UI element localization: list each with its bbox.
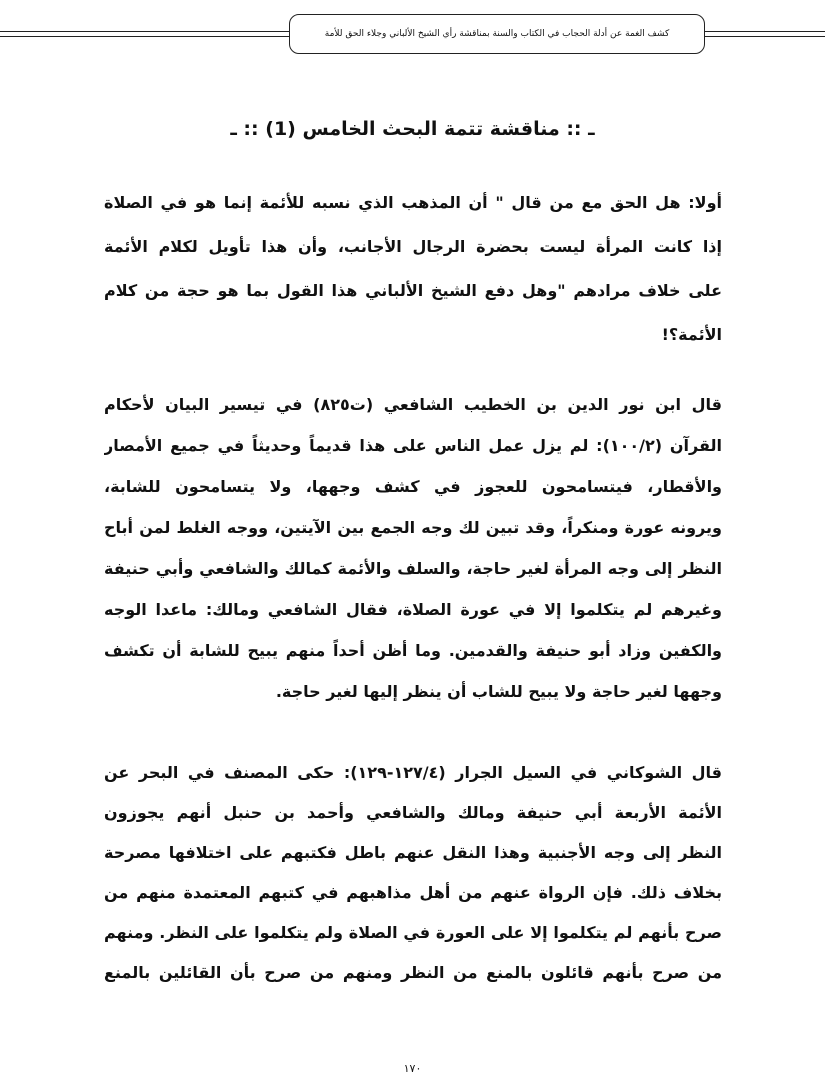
paragraph-line: أولا: هل الحق مع من قال " أن المذهب الذي نسبه للأئمة إنما هو في الصلاة	[104, 193, 722, 212]
paragraph-line: قال الشوكاني في السيل الجرار (١٢٧/٤-١٢٩): حكى المصنف في البحر عن	[104, 763, 722, 782]
paragraph-line: ويرونه عورة ومنكراً، وقد تبين لك وجه الجمع بين الآيتين، ووجه الغلط لمن أباح	[104, 518, 722, 537]
running-header	[289, 14, 705, 54]
running-header-title: كشف الغمة عن أدلة الحجاب في الكتاب والسنة بمناقشة رأي الشيخ الألباني وجلاء الحق للأمة	[324, 29, 670, 39]
page-number: ١٧٠	[403, 1062, 422, 1075]
paragraph-line: وجهها لغير حاجة ولا يبيح للشاب أن ينظر إليها لغير حاجة.	[275, 682, 722, 701]
paragraph-line: والكفين وزاد أبو حنيفة والقدمين. وما أظن أحداً منهم يبيح للشابة أن تكشف	[104, 641, 722, 660]
paragraph-line: النظر إلى وجه الأجنبية وهذا النقل عنهم باطل فكتبهم على اختلافها مصرحة	[104, 843, 722, 862]
section-title: ـ :: مناقشة تتمة البحث الخامس (1) :: ـ	[230, 118, 595, 140]
paragraph-line: القرآن (١٠٠/٢): لم يزل عمل الناس على هذا قديماً وحديثاً في جميع الأمصار	[104, 436, 722, 455]
header-rule-left-bottom	[0, 36, 289, 37]
paragraph-line: وغيرهم لم يتكلموا إلا في عورة الصلاة، فقال الشافعي ومالك: ماعدا الوجه	[104, 600, 722, 619]
paragraph-line: إذا كانت المرأة ليست بحضرة الرجال الأجانب، وأن هذا تأويل لكلام الأئمة	[104, 237, 722, 256]
paragraph-line: والأقطار، فيتسامحون للعجوز في كشف وجهها، ولا يتسامحون للشابة،	[104, 477, 722, 496]
header-rule-left-top	[0, 31, 289, 32]
paragraph-line: النظر إلى وجه المرأة لغير حاجة، والسلف والأئمة كمالك والشافعي وأبي حنيفة	[104, 559, 722, 578]
paragraph-line: صرح بأنهم لم يتكلموا إلا على العورة في الصلاة ولم يتكلموا على النظر. ومنهم	[104, 923, 722, 942]
header-rule-right-top	[705, 31, 825, 32]
paragraph-line: من صرح بأنهم قائلون بالمنع من النظر ومنهم من صرح بأن القائلين بالمنع	[104, 963, 722, 982]
paragraph-line: الأئمة؟!	[661, 325, 722, 344]
paragraph-line: على خلاف مرادهم "وهل دفع الشيخ الألباني هذا القول بما هو حجة من كلام	[104, 281, 722, 300]
paragraph-line: بخلاف ذلك. فإن الرواة عنهم من أهل مذاهبهم في كتبهم المعتمدة منهم من	[104, 883, 722, 902]
paragraph-line: الأئمة الأربعة أبي حنيفة ومالك والشافعي وأحمد بن حنبل أنهم يجوزون	[104, 803, 722, 822]
paragraph-line: قال ابن نور الدين بن الخطيب الشافعي (ت٨٢٥) في تيسير البيان لأحكام	[104, 395, 722, 414]
header-rule-right-bottom	[705, 36, 825, 37]
